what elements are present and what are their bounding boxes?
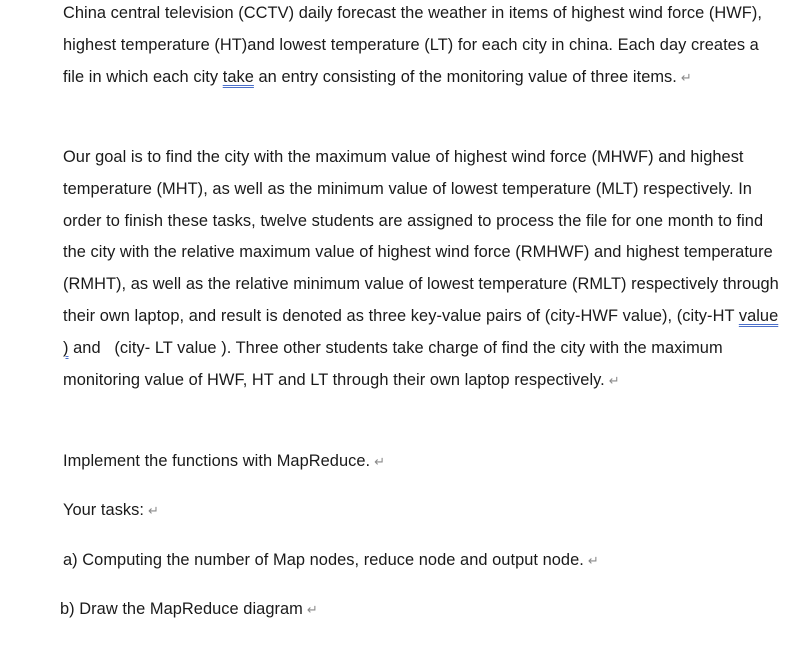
- paragraph-goal: [63, 142, 783, 396]
- paragraph-mark-icon: ↵: [148, 503, 159, 518]
- text-run: b) Draw the MapReduce diagram: [60, 600, 303, 618]
- paragraph-mark-icon: ↵: [680, 69, 692, 85]
- task-item-b: [60, 594, 780, 626]
- paragraph-implement: [63, 446, 783, 478]
- task-item-a: [63, 545, 783, 577]
- grammar-flagged-word: take: [222, 67, 254, 86]
- grammar-flagged-word: value ): [63, 306, 779, 357]
- paragraph-your-tasks: [63, 495, 783, 527]
- paragraph-mark-icon: ↵: [374, 454, 386, 469]
- paragraph-mark-icon: ↵: [306, 602, 318, 617]
- text-run: China central television (CCTV) daily forecast the weather in items of highest wind force (HWF), highest temperature (HT)and lowest temperature (LT) for each city in china. Each day creates a file in which each city: [63, 4, 762, 86]
- text-run: a) Computing the number of Map nodes, reduce node and output node.: [63, 551, 584, 569]
- paragraph-mark-icon: ↵: [587, 553, 599, 568]
- text-run: an entry consisting of the monitoring value of three items.: [253, 67, 677, 86]
- paragraph-cctv-forecast: [63, 0, 783, 93]
- paragraph-mark-icon: ↵: [608, 372, 620, 388]
- text-run: Implement the functions with MapReduce.: [63, 452, 371, 470]
- text-run: Your tasks:: [63, 501, 145, 519]
- text-run: and (city- LT value ). Three other students take charge of find the city with the maximum monitoring value of HWF, HT and LT through their own laptop respectively.: [63, 338, 723, 389]
- text-run: Our goal is to find the city with the maximum value of highest wind force (MHWF) and highest temperature (MHT), as well as the minimum value of lowest temperature (MLT) respectively. In order to finish these tasks, twelve students are assigned to process the file for one month to find the city with the relative maximum value of highest wind force (RMHWF) and highest temperature (RMHT), as well as the relative minimum value of lowest temperature (RMLT) respectively through their own laptop, and result is denoted as three key-value pairs of (city-HWF value), (city-HT: [63, 148, 779, 325]
